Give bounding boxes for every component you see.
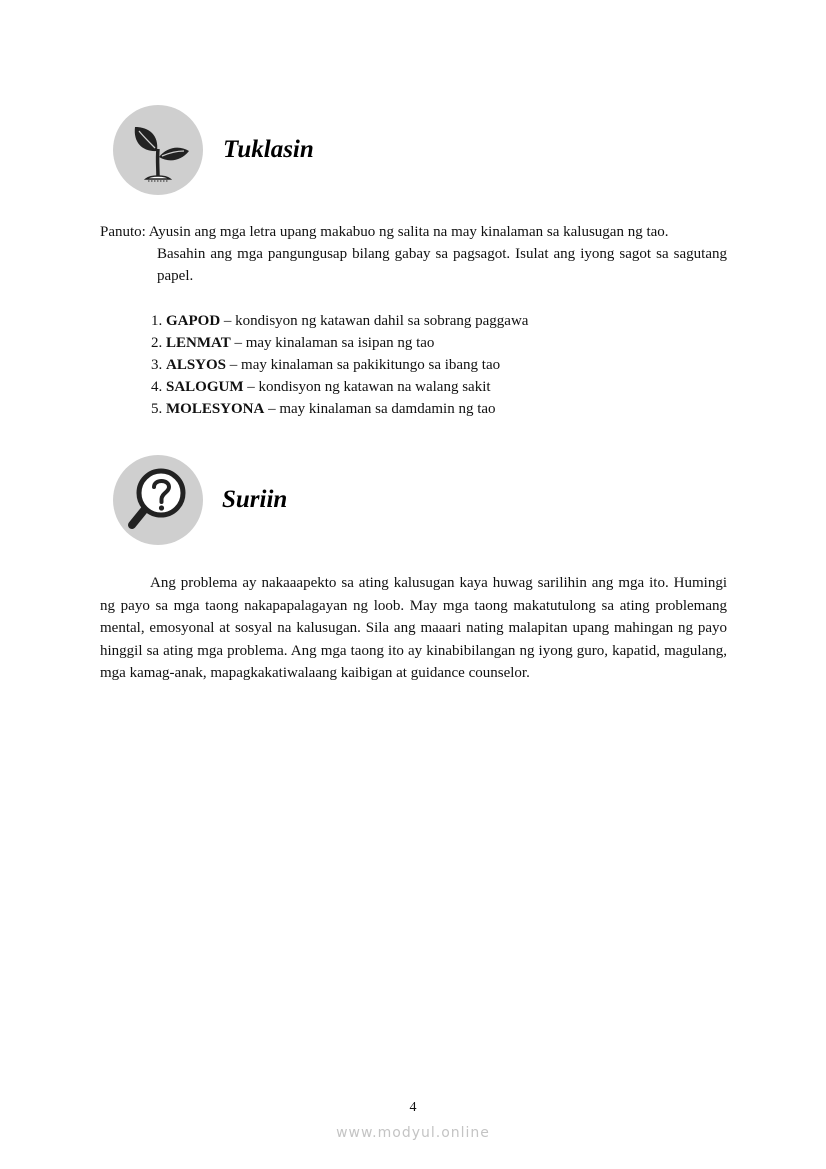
suriin-title: Suriin (222, 486, 288, 513)
instruction-rest: Basahin ang mga pangungusap bilang gabay sa pagsagot. Isulat ang iyong sagot sa sagutang papel. (157, 246, 727, 284)
magnifier-question-icon (113, 455, 203, 545)
list-item: 4. SALOGUM – kondisyon ng katawan na walang sakit (151, 379, 491, 395)
scrambled-word: SALOGUM (166, 379, 244, 395)
tuklasin-icon-circle (113, 105, 203, 195)
list-item: 3. ALSYOS – may kinalaman sa pakikitungo sa ibang tao (151, 357, 501, 373)
suriin-paragraph: Ang problema ay nakaaapekto sa ating kalusugan kaya huwag sarilihin ang mga ito. Humingi ng payo sa mga taong nakapapalagayan ng loob. May mga taong makatutulong sa ating problemang mental, emosyonal at sosyal na kalusugan. Sila ang maaari nating malapitan upang mahingan ng payo hinggil sa ating mga problema. Ang mga taong ito ay kinabibilangan ng iyong guro, kapatid, magulang, mga kamag-anak, mapagkakatiwalaang kaibigan at guidance counselor. (100, 575, 727, 681)
list-item: 2. LENMAT – may kinalaman sa isipan ng tao (151, 335, 435, 351)
word-list (151, 310, 528, 420)
tuklasin-title: Tuklasin (223, 136, 314, 163)
suriin-icon-circle (113, 455, 203, 545)
page-number: 4 (409, 1100, 417, 1115)
instruction-line1: Ayusin ang mga letra upang makabuo ng salita na may kinalaman sa kalusugan ng tao. (148, 224, 669, 240)
scrambled-word: ALSYOS (166, 357, 227, 373)
instructions (100, 221, 727, 287)
scrambled-word: LENMAT (166, 335, 231, 351)
list-item: 5. MOLESYONA – may kinalaman sa damdamin ng tao (151, 401, 496, 417)
plant-sprout-icon (113, 105, 203, 195)
scrambled-word: MOLESYONA (166, 401, 265, 417)
instruction-label: Panuto: (100, 224, 146, 240)
scrambled-word: GAPOD (166, 313, 221, 329)
list-item: 1. GAPOD – kondisyon ng katawan dahil sa sobrang paggawa (151, 313, 529, 329)
watermark: www.modyul.online (336, 1125, 490, 1141)
